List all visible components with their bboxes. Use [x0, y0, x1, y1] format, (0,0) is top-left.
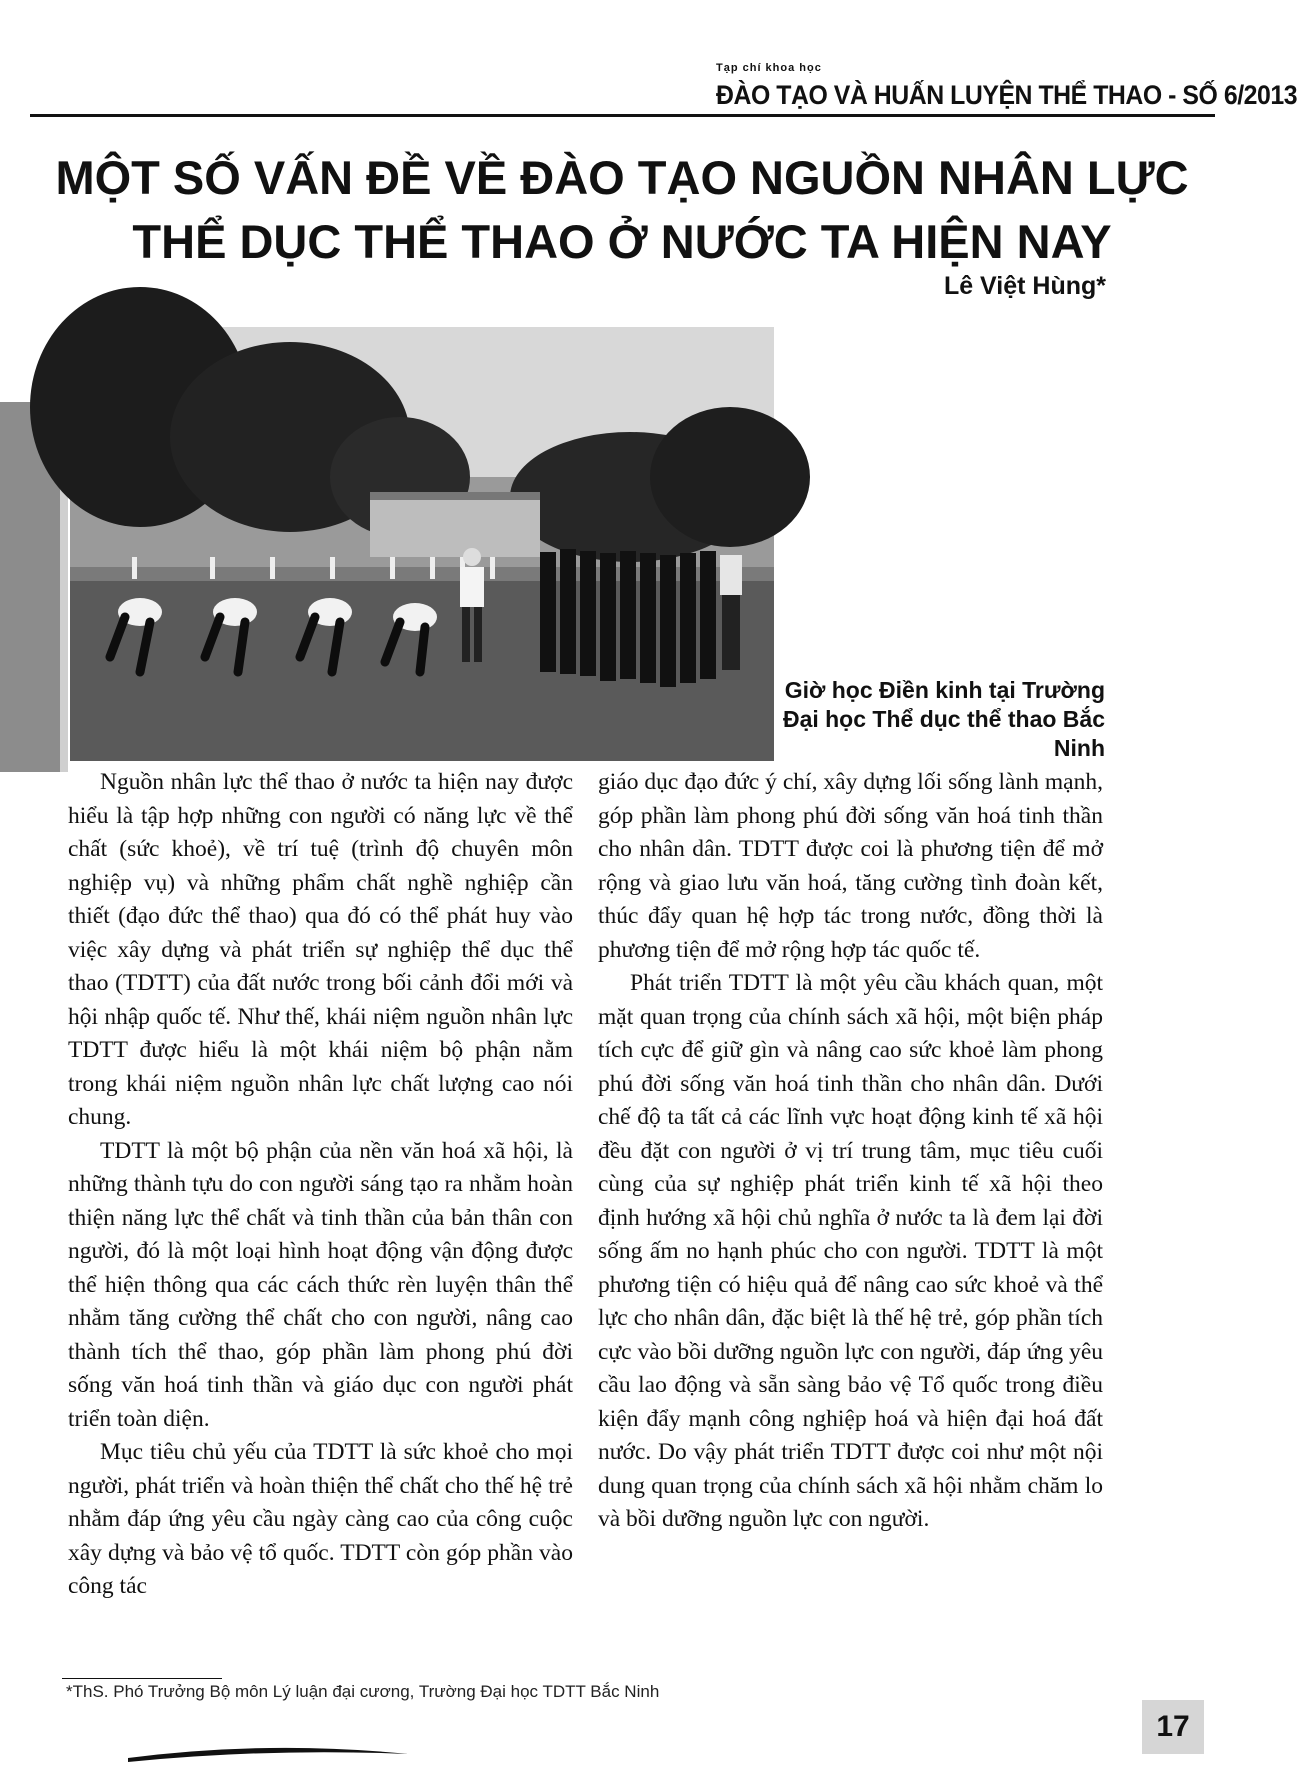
article-title-line2: THỂ DỤC THỂ THAO Ở NƯỚC TA HIỆN NAY: [132, 215, 1112, 268]
photo-caption: Giờ học Điền kinh tại Trường Đại học Thể dục thể thao Bắc Ninh: [782, 677, 1105, 761]
decorative-swoosh-icon: [128, 1744, 408, 1764]
body-column-right: [598, 766, 1103, 1537]
issue-number: - SỐ 6/2013: [1161, 80, 1297, 110]
journal-title: ĐÀO TẠO VÀ HUẤN LUYỆN THỂ THAO: [716, 80, 1162, 110]
footnote-rule: [62, 1678, 222, 1679]
photo-graphic: [70, 327, 774, 761]
paragraph: Nguồn nhân lực thể thao ở nước ta hiện nay được hiểu là tập hợp những con người có năng lực về thể chất (sức khoẻ), về trí tuệ (trình độ chuyên môn nghiệp vụ) và những phẩm chất nghề nghiệp cần thiết (đạo đức thể thao) qua đó có thể phát huy vào việc xây dựng và phát triển sự nghiệp thể dục thể thao (TDTT) của đất nước trong bối cảnh đổi mới và hội nhập quốc tế. Như thế, khái niệm nguồn nhân lực TDTT được hiểu là một khái niệm bộ phận nằm trong khái niệm nguồn nhân lực chất lượng cao nói chung.: [68, 769, 573, 1130]
journal-small-label: Tạp chí khoa học: [716, 62, 822, 74]
header-rule: [30, 114, 1215, 117]
author: Lê Việt Hùng*: [943, 272, 1106, 300]
journal-header: [716, 80, 1297, 111]
paragraph: Mục tiêu chủ yếu của TDTT là sức khoẻ cho mọi người, phát triển và hoàn thiện thể chất cho thế hệ trẻ nhằm đáp ứng yêu cầu ngày càng cao của công cuộc xây dựng và bảo vệ tổ quốc. TDTT còn góp phần vào công tác: [68, 1439, 573, 1599]
paragraph: giáo dục đạo đức ý chí, xây dựng lối sống lành mạnh, góp phần làm phong phú đời sống văn hoá tinh thần cho nhân dân. TDTT được coi là phương tiện để mở rộng và giao lưu văn hoá, tăng cường tình đoàn kết, thúc đẩy quan hệ hợp tác trong nước, đồng thời là phương tiện để mở rộng hợp tác quốc tế.: [598, 769, 1103, 963]
body-column-left: [68, 766, 573, 1604]
athletes-photo-icon: [70, 327, 774, 761]
paragraph: TDTT là một bộ phận của nền văn hoá xã hội, là những thành tựu do con người sáng tạo ra nhằm hoàn thiện năng lực thể chất và tinh thần của bản thân con người, đó là một loại hình hoạt động vận động được thể hiện thông qua các cách thức rèn luyện thân thể nhằm tăng cường thể chất cho con người, nâng cao thành tích thể thao, góp phần làm phong phú đời sống văn hoá tinh thần và giáo dục con người phát triển toàn diện.: [68, 1137, 573, 1432]
footnote: *ThS. Phó Trưởng Bộ môn Lý luận đại cương, Trường Đại học TDTT Bắc Ninh: [66, 1682, 660, 1701]
article-title-line1: MỘT SỐ VẤN ĐỀ VỀ ĐÀO TẠO NGUỒN NHÂN LỰC: [55, 151, 1189, 204]
page-number: 17: [1142, 1700, 1204, 1754]
paragraph: Phát triển TDTT là một yêu cầu khách quan, một mặt quan trọng của chính sách xã hội, một biện pháp tích cực để giữ gìn và nâng cao sức khoẻ làm phong phú đời sống văn hoá tinh thần cho nhân dân. Dưới chế độ ta tất cả các lĩnh vực hoạt động kinh tế xã hội đều đặt con người ở vị trí trung tâm, mục tiêu cuối cùng của sự nghiệp phát triển kinh tế xã hội theo định hướng xã hội chủ nghĩa ở nước ta là đem lại đời sống ấm no hạnh phúc cho con người. TDTT là một phương tiện có hiệu quả để nâng cao sức khoẻ và thể lực cho nhân dân, đặc biệt là thế hệ trẻ, góp phần tích cực vào bồi dưỡng nguồn lực con người, đáp ứng yêu cầu lao động và sẵn sàng bảo vệ Tổ quốc trong điều kiện đẩy mạnh công nghiệp hoá và hiện đại hoá đất nước. Do vậy phát triển TDTT được coi như một nội dung quan trọng của chính sách xã hội nhằm chăm lo và bồi dưỡng nguồn lực con người.: [598, 970, 1103, 1532]
